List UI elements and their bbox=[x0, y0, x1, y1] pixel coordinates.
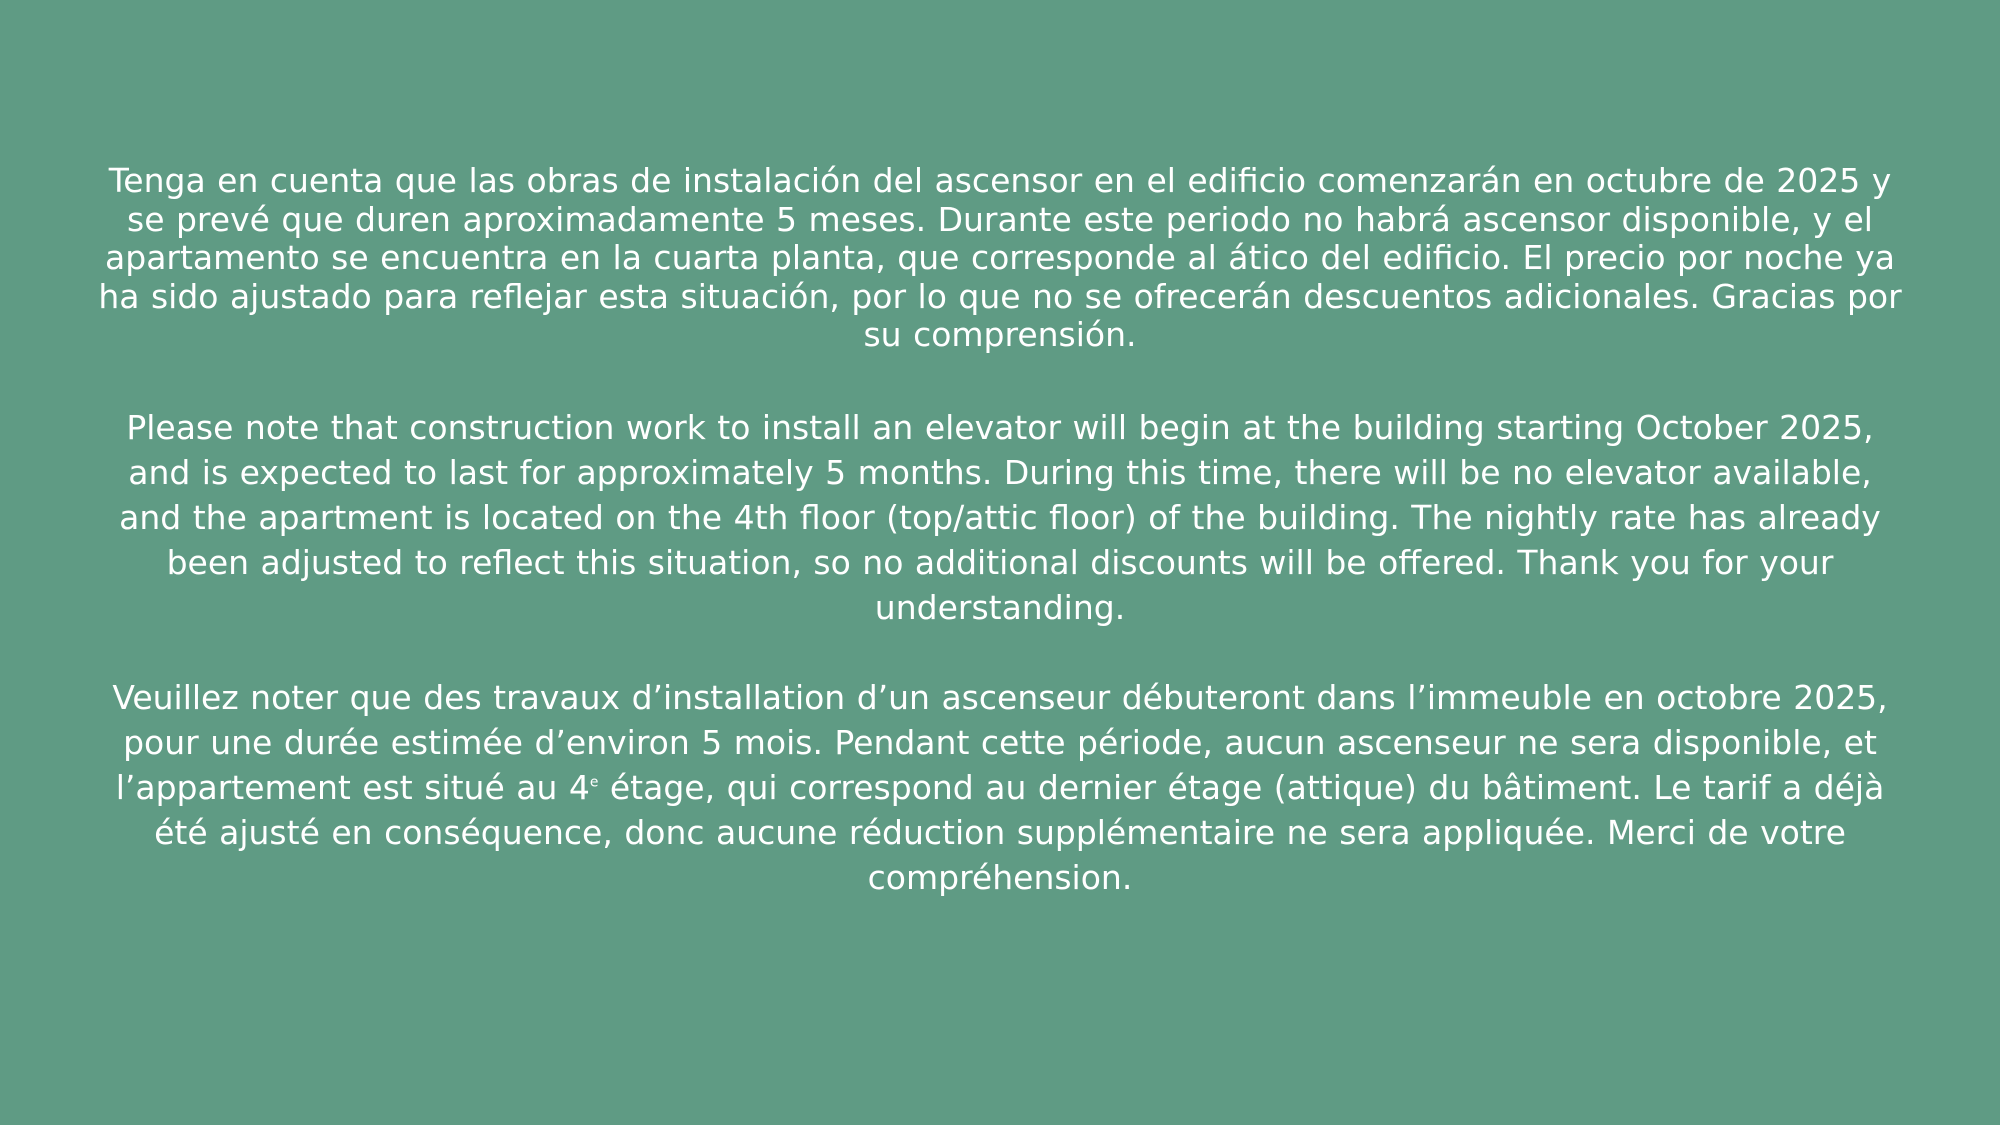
notice-spanish: Tenga en cuenta que las obras de instalación del ascensor en el edificio comenzarán en octubre de 2025 y se prevé que duren aproximadamente 5 meses. Durante este periodo no habrá ascensor disponible, y el apartamento se encuentra en la cuarta planta, que corresponde al ático del edificio. El precio por noche ya ha sido ajustado para reflejar esta situación, por lo que no se ofrecerán descuentos adicionales. Gracias por su comprensión. bbox=[98, 161, 1902, 354]
notice-french-text-end: étage, qui correspond au dernier étage (attique) du bâtiment. Le tarif a déjà été ajusté en conséquence, donc aucune réduction supplémentaire ne sera appliquée. Merci de votre compréhension. bbox=[154, 768, 1885, 897]
notice-english: Please note that construction work to install an elevator will begin at the building starting October 2025, and is expected to last for approximately 5 months. During this time, there will be no elevator available, and the apartment is located on the 4th floor (top/attic floor) of the building. The nightly rate has already been adjusted to reflect this situation, so no additional discounts will be offered. Thank you for your understanding. bbox=[119, 408, 1881, 627]
notice-french-text-start: Veuillez noter que des travaux d’installation d’un ascenseur débuteront dans l’immeuble en octobre 2025, pour une durée estimée d’environ 5 mois. Pendant cette période, aucun ascenseur ne sera disponible, et l’appartement est situé au 4 bbox=[112, 678, 1888, 807]
floor-ordinal-superscript: e bbox=[589, 774, 599, 791]
notice-french bbox=[95, 675, 1905, 900]
